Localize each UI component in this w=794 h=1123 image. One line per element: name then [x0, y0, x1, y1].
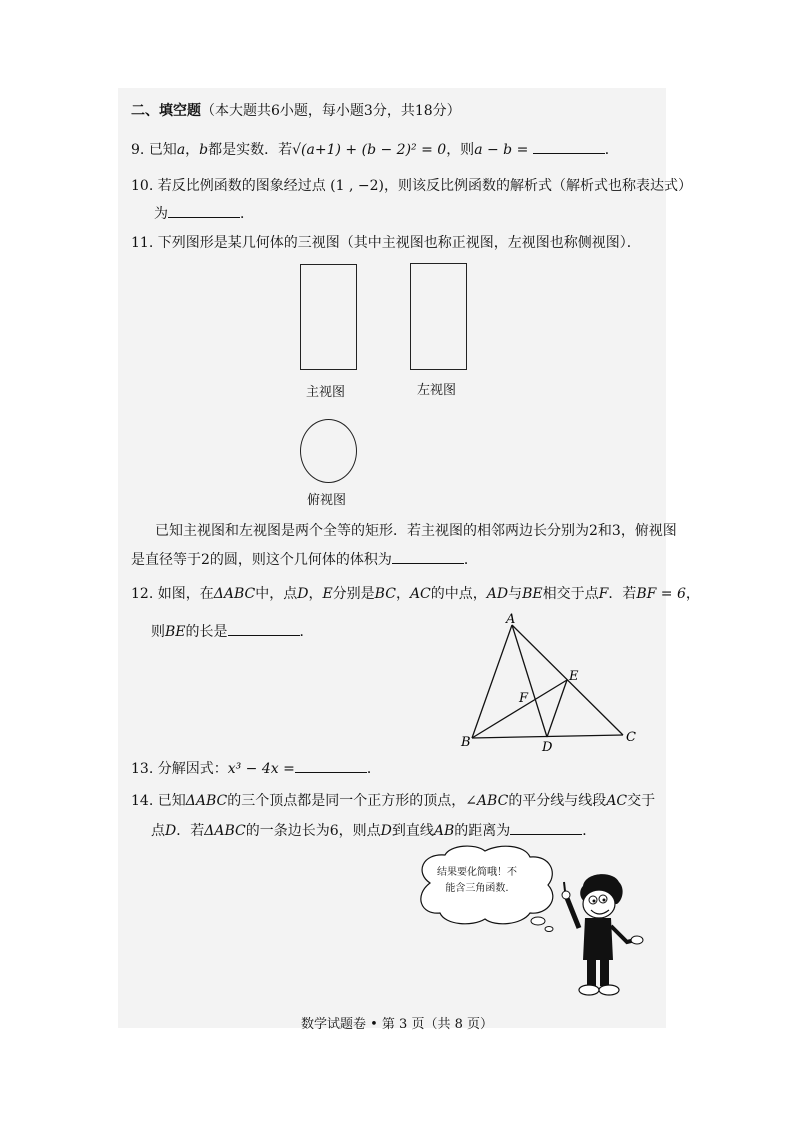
question-11 — [131, 233, 641, 253]
question-14 — [131, 791, 655, 811]
q14-t8: 到直线 — [391, 823, 434, 839]
question-14-line2 — [151, 820, 596, 841]
q12-t8: 相交于点 — [542, 586, 599, 602]
q14-answer-blank[interactable] — [510, 820, 582, 835]
q9-text-c: ，则 — [446, 142, 475, 158]
q12-F: F — [598, 586, 609, 602]
left-view-rectangle — [410, 263, 467, 370]
label-D: D — [542, 740, 553, 755]
q14-AB: AB — [433, 823, 455, 839]
q9-expression: √(a+1) + (b − 2)² = 0 — [292, 142, 447, 158]
q14-AC: AC — [606, 793, 628, 809]
q12-triangle: ΔABC — [213, 586, 256, 602]
q11-desc1: 已知主视图和左视图是两个全等的矩形．若主视图的相邻两边长分别为2和3，俯视图 — [155, 523, 677, 539]
character-pupil-right — [603, 899, 606, 902]
q9-end: ． — [604, 142, 619, 158]
q14-angle: ∠ABC — [465, 793, 509, 809]
q14-t5: 点 — [151, 823, 165, 839]
q14-triangle-2: ΔABC — [204, 823, 246, 839]
q10-answer-blank[interactable] — [168, 203, 240, 218]
q13-end: ． — [366, 761, 381, 777]
segment-BE — [472, 680, 567, 738]
q12-t9: ．若 — [608, 586, 637, 602]
q14-t2: 的三个顶点都是同一个正方形的顶点， — [227, 793, 466, 809]
label-E: E — [569, 669, 579, 684]
character-shoe-left — [579, 985, 599, 995]
q13-number: 13. — [131, 761, 154, 777]
section-note: （本大题共6小题，每小题3分，共18分） — [201, 103, 461, 119]
character-leg-right — [600, 960, 609, 986]
question-12-line2 — [151, 621, 314, 642]
q14-t1: 已知 — [157, 793, 186, 809]
q12-t5: ， — [395, 586, 410, 602]
q9-text: 已知 — [148, 142, 177, 158]
q14-triangle: ΔABC — [185, 793, 228, 809]
label-F: F — [519, 691, 529, 706]
bubble-dot-2 — [545, 927, 553, 932]
q9-sep: ， — [185, 142, 200, 158]
q11-text: 下列图形是某几何体的三视图（其中主视图也称正视图，左视图也称侧视图）． — [157, 235, 641, 251]
q11-answer-blank[interactable] — [392, 549, 464, 564]
side-AB — [472, 625, 512, 738]
q9-answer-blank[interactable] — [533, 139, 605, 154]
q9-text-b: 都是实数．若 — [208, 142, 293, 158]
bubble-line-1: 结果要化简哦！不 — [437, 867, 517, 878]
question-10-line2 — [154, 203, 254, 224]
q13-expression: x³ − 4x = — [227, 761, 295, 777]
q12-AD: AD — [486, 586, 509, 602]
bubble-line-2: 能含三角函数. — [445, 883, 509, 894]
front-view-rectangle — [300, 264, 357, 370]
q11-end: ． — [463, 552, 478, 568]
character-hand — [562, 891, 570, 899]
label-C: C — [626, 730, 636, 745]
q14-number: 14. — [131, 793, 154, 809]
top-view-label: 俯视图 — [307, 493, 347, 508]
segment-DE — [547, 680, 567, 737]
page-footer: 数学试题卷 • 第 3 页（共 8 页） — [300, 1017, 493, 1032]
q12-answer-blank[interactable] — [228, 621, 300, 636]
q12-BE-2: BE — [165, 624, 186, 640]
q12-t6: 的中点， — [430, 586, 487, 602]
cartoon-character-illustration — [555, 868, 650, 1000]
q13-answer-blank[interactable] — [295, 758, 367, 773]
top-view-circle — [300, 419, 357, 483]
q10-end: ． — [240, 206, 254, 222]
character-pupil-left — [593, 900, 596, 903]
q9-ask: a − b = — [474, 142, 529, 158]
q13-text: 分解因式： — [157, 761, 228, 777]
q12-D: D — [297, 586, 309, 602]
q14-t6: ．若 — [176, 823, 205, 839]
q12-t12: 的长是 — [185, 624, 228, 640]
character-open-hand — [631, 936, 643, 944]
character-leg-left — [587, 960, 596, 986]
character-body — [583, 918, 613, 960]
question-10 — [131, 176, 692, 196]
left-view-label: 左视图 — [417, 383, 457, 398]
q14-t7: 的一条边长为6，则点 — [245, 823, 381, 839]
q12-E: E — [322, 586, 333, 602]
q11-number: 11. — [131, 235, 154, 251]
character-shoe-right — [599, 985, 619, 995]
character-finger — [564, 882, 565, 891]
question-11-desc2 — [131, 549, 478, 570]
question-13 — [131, 758, 381, 779]
q12-BF: BF = 6 — [636, 586, 686, 602]
bubble-text — [432, 865, 522, 897]
q14-t4: 交于 — [627, 793, 656, 809]
q12-t11: 则 — [151, 624, 165, 640]
q12-AC: AC — [409, 586, 431, 602]
q12-t10: ， — [685, 586, 700, 602]
q10-number: 10. — [131, 178, 154, 194]
question-11-desc1 — [155, 521, 677, 541]
q14-D: D — [165, 823, 177, 839]
q12-t3: ， — [308, 586, 323, 602]
section-header — [131, 101, 461, 121]
q9-var-b: b — [199, 142, 209, 158]
q14-end: ． — [582, 823, 597, 839]
q14-D-2: D — [380, 823, 392, 839]
q14-t3: 的平分线与线段 — [508, 793, 607, 809]
q12-end: ． — [299, 624, 314, 640]
q9-number: 9. — [131, 142, 145, 158]
q12-BE: BE — [522, 586, 543, 602]
q12-number: 12. — [131, 586, 154, 602]
question-9 — [131, 139, 619, 160]
q12-t4: 分别是 — [332, 586, 375, 602]
label-B: B — [461, 735, 471, 750]
q12-t2: 中，点 — [255, 586, 298, 602]
q10-text: 若反比例函数的图象经过点 (1 , −2)，则该反比例函数的解析式（解析式也称表达式） — [157, 178, 692, 194]
q11-desc2: 是直径等于2的圆，则这个几何体的体积为 — [131, 552, 392, 568]
character-raised-arm — [567, 898, 579, 928]
bubble-dot-1 — [531, 917, 545, 925]
q12-t1: 如图，在 — [157, 586, 214, 602]
q9-var-a: a — [176, 142, 186, 158]
triangle-figure — [455, 610, 645, 755]
q10-text2: 为 — [154, 206, 168, 222]
q12-BC: BC — [374, 586, 396, 602]
front-view-label: 主视图 — [306, 385, 346, 400]
section-title: 二、填空题 — [131, 103, 201, 119]
q14-t9: 的距离为 — [454, 823, 511, 839]
q12-t7: 与 — [508, 586, 523, 602]
question-12 — [131, 584, 700, 604]
label-A: A — [506, 612, 516, 627]
